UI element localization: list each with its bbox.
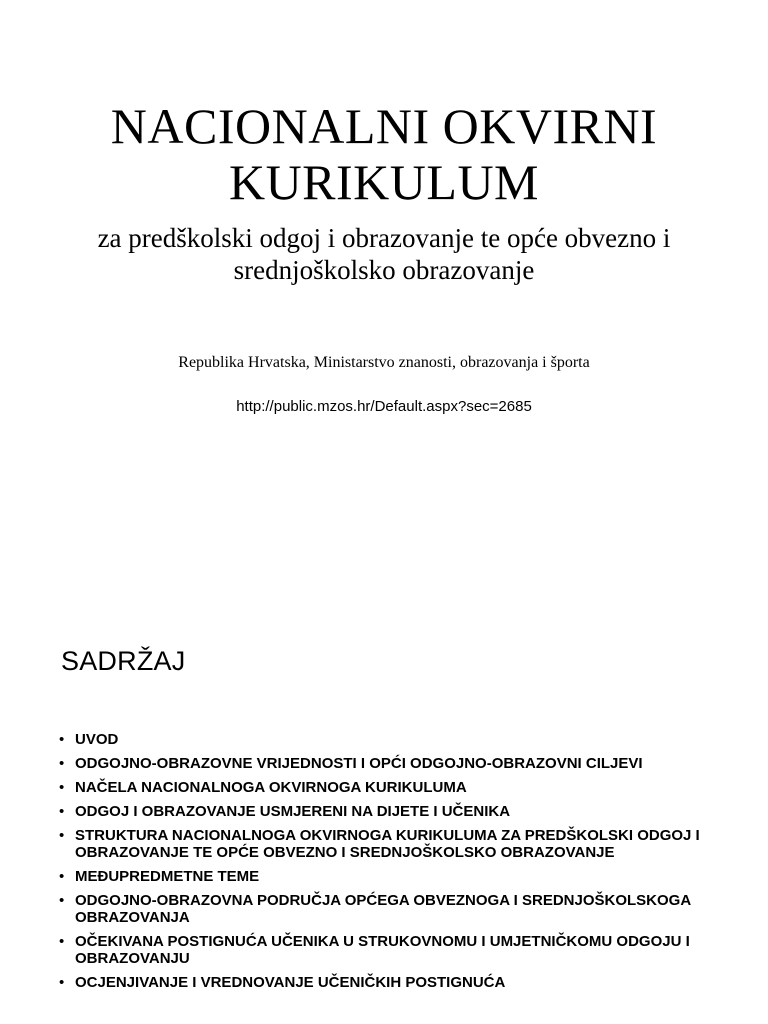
list-item-label: ODGOJNO-OBRAZOVNA PODRUČJA OPĆEGA OBVEZNOGA I SREDNJOŠKOLSKOGA OBRAZOVANJA xyxy=(75,892,691,926)
list-item xyxy=(57,933,717,967)
list-item xyxy=(57,731,717,748)
list-item-label: UVOD xyxy=(75,731,119,748)
list-item xyxy=(57,974,717,991)
bullet-icon: • xyxy=(59,868,65,885)
publisher-line: Republika Hrvatska, Ministarstvo znanosti, obrazovanja i športa xyxy=(178,354,590,371)
bullet-icon: • xyxy=(59,974,65,991)
list-item xyxy=(57,827,717,861)
list-item xyxy=(57,868,717,885)
bullet-icon: • xyxy=(59,892,65,909)
list-item xyxy=(57,779,717,796)
list-item xyxy=(57,803,717,820)
bullet-icon: • xyxy=(59,755,65,772)
bullet-icon: • xyxy=(59,779,65,796)
list-item-label: STRUKTURA NACIONALNOGA OKVIRNOGA KURIKULUMA ZA PREDŠKOLSKI ODGOJ I OBRAZOVANJE TE OPĆE OBVEZNO I SREDNJOŠKOLSKO OBRAZOVANJE xyxy=(75,827,700,861)
list-item xyxy=(57,892,717,926)
document-title: NACIONALNI OKVIRNI KURIKULUM xyxy=(110,98,658,210)
list-item-label: NAČELA NACIONALNOGA OKVIRNOGA KURIKULUMA xyxy=(75,779,467,796)
bullet-icon: • xyxy=(59,803,65,820)
source-url[interactable]: http://public.mzos.hr/Default.aspx?sec=2685 xyxy=(236,398,532,415)
contents-slide xyxy=(0,576,768,1024)
list-item-label: OCJENJIVANJE I VREDNOVANJE UČENIČKIH POSTIGNUĆA xyxy=(75,974,506,991)
bullet-icon: • xyxy=(59,731,65,748)
list-item-label: MEĐUPREDMETNE TEME xyxy=(75,868,260,885)
list-item xyxy=(57,755,717,772)
bullet-icon: • xyxy=(59,827,65,844)
bullet-icon: • xyxy=(59,933,65,950)
list-item-label: OČEKIVANA POSTIGNUĆA UČENIKA U STRUKOVNOMU I UMJETNIČKOMU ODGOJU I OBRAZOVANJU xyxy=(75,933,690,967)
contents-heading: SADRŽAJ xyxy=(61,646,186,676)
list-item-label: ODGOJNO-OBRAZOVNE VRIJEDNOSTI I OPĆI ODGOJNO-OBRAZOVNI CILJEVI xyxy=(75,755,643,772)
document-subtitle: za predškolski odgoj i obrazovanje te opće obvezno i srednjoškolsko obrazovanje xyxy=(97,223,671,285)
contents-list xyxy=(57,731,717,998)
list-item-label: ODGOJ I OBRAZOVANJE USMJERENI NA DIJETE I UČENIKA xyxy=(75,803,511,820)
